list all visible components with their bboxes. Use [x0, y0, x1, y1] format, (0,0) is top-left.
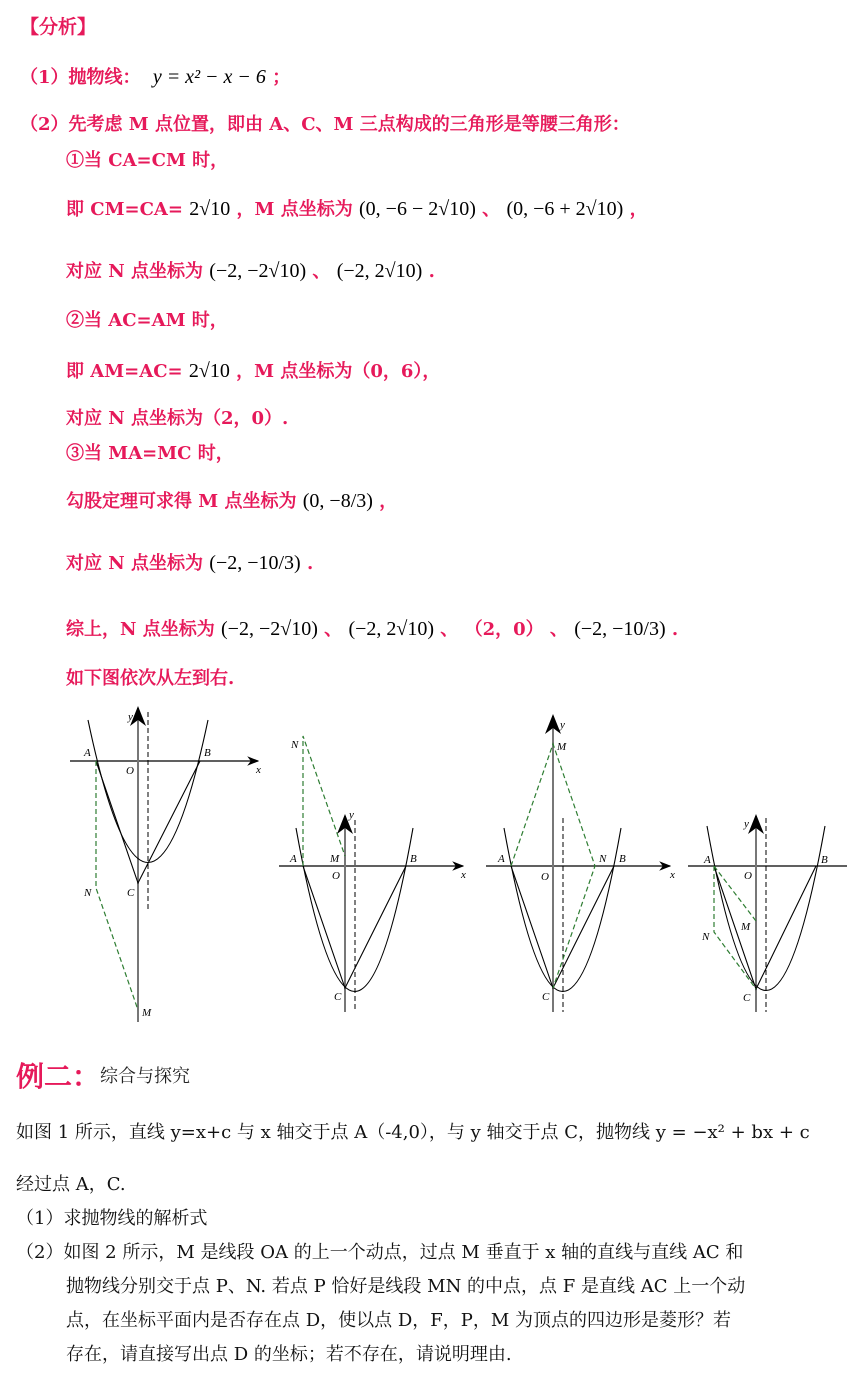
- part1-formula: y = x² − x − 6: [152, 66, 266, 88]
- label-b: B: [821, 854, 828, 866]
- case3-title: ③当 MA=MC 时，: [66, 443, 234, 464]
- case2-line2: 对应 N 点坐标为（2，0）.: [66, 408, 289, 429]
- case1-line1: 即 CM=CA= 2√10 ，M 点坐标为 (0, −6 − 2√10) 、 (0, −6 + 2√10) ，: [66, 198, 648, 220]
- label-y: y: [744, 818, 749, 830]
- case3-line2: 对应 N 点坐标为 (−2, −10/3) .: [66, 552, 314, 574]
- example2-stem-line2: 经过点 A，C.: [16, 1174, 126, 1195]
- label-b: B: [204, 747, 211, 759]
- summary-coord-2: (−2, 2√10): [348, 618, 435, 640]
- label-c: C: [542, 991, 550, 1003]
- example2-subtitle: 综合与探究: [100, 1066, 190, 1087]
- case2-title: ②当 AC=AM 时，: [66, 310, 228, 331]
- label-x: x: [670, 869, 675, 881]
- label-x: x: [256, 764, 261, 776]
- diagram-3: [480, 710, 680, 1020]
- case1-line2: 对应 N 点坐标为 (−2, −2√10) 、 (−2, 2√10) .: [66, 260, 435, 282]
- example2-title: 例二：: [16, 1060, 101, 1093]
- label-o: O: [744, 870, 752, 882]
- label-n: N: [291, 739, 299, 751]
- analysis-heading: 【分析】: [20, 16, 97, 38]
- case3-line1: 勾股定理可求得 M 点坐标为 (0, −8/3) ，: [66, 490, 398, 512]
- summary-coord-4: (−2, −10/3): [574, 618, 666, 640]
- case2-prefix: 即 AM=AC=: [66, 361, 183, 382]
- label-y: y: [349, 809, 354, 821]
- part1-end: ；: [272, 67, 291, 88]
- example2-question1: （1）求抛物线的解析式: [16, 1208, 208, 1229]
- label-a: A: [84, 747, 91, 759]
- label-m: M: [557, 741, 567, 753]
- example2-question2-line2: 抛物线分别交于点 P、N. 若点 P 恰好是线段 MN 的中点，点 F 是直线 AC 上一个动: [66, 1276, 746, 1297]
- summary-prefix: 综上，N 点坐标为: [66, 619, 215, 640]
- figure-note: 如下图依次从左到右.: [66, 668, 235, 689]
- case1-mid: ，M 点坐标为: [236, 199, 353, 220]
- label-a: A: [498, 853, 505, 865]
- label-n: N: [84, 887, 92, 899]
- label-o: O: [541, 871, 549, 883]
- example2-question2-line1: （2）如图 2 所示，M 是线段 OA 的上一个动点，过点 M 垂直于 x 轴的直线与直线 AC 和: [16, 1242, 744, 1263]
- label-x: x: [461, 869, 466, 881]
- case2-value: 2√10: [188, 360, 230, 382]
- diagram-2: [275, 720, 475, 1020]
- case2-mid: ，M 点坐标为（0，6），: [236, 361, 441, 382]
- case1-n-coord-1: (−2, −2√10): [209, 260, 307, 282]
- part2-intro: （2）先考虑 M 点位置，即由 A、C、M 三点构成的三角形是等腰三角形：: [20, 114, 630, 135]
- label-o: O: [126, 765, 134, 777]
- case1-n-prefix: 对应 N 点坐标为: [66, 261, 203, 282]
- label-y: y: [560, 719, 565, 731]
- case3-prefix: 勾股定理可求得 M 点坐标为: [66, 491, 297, 512]
- label-c: C: [743, 992, 751, 1004]
- part1: [20, 66, 290, 89]
- diagram-4: [680, 800, 847, 1020]
- label-a: A: [704, 854, 711, 866]
- label-b: B: [410, 853, 417, 865]
- example2-stem-line1: 如图 1 所示，直线 y=x+c 与 x 轴交于点 A（-4,0），与 y 轴交于点 C，抛物线 y = −x² + bx + c: [16, 1122, 810, 1143]
- case1-n-coord-2: (−2, 2√10): [336, 260, 423, 282]
- label-n: N: [702, 931, 710, 943]
- label-y: y: [128, 711, 133, 723]
- case1-value: 2√10: [189, 198, 231, 220]
- case1-prefix: 即 CM=CA=: [66, 199, 183, 220]
- part1-label: （1）抛物线：: [20, 67, 141, 88]
- summary-coord-1: (−2, −2√10): [221, 618, 318, 640]
- label-c: C: [127, 887, 135, 899]
- diagram-1: [60, 700, 280, 1030]
- label-m: M: [142, 1007, 152, 1019]
- label-m: M: [330, 853, 340, 865]
- case3-n-coord: (−2, −10/3): [209, 552, 301, 574]
- label-n: N: [599, 853, 607, 865]
- summary-line: 综上，N 点坐标为 (−2, −2√10) 、 (−2, 2√10) 、 （2，0） 、 (−2, −10/3) .: [66, 618, 679, 640]
- case3-m-coord: (0, −8/3): [302, 490, 373, 512]
- example2-question2-line4: 存在，请直接写出点 D 的坐标；若不存在，请说明理由.: [66, 1344, 512, 1365]
- case1-m-coord-2: (0, −6 + 2√10): [506, 198, 624, 220]
- summary-coord-3: （2，0）: [464, 619, 544, 640]
- case3-n-prefix: 对应 N 点坐标为: [66, 553, 203, 574]
- case1-m-coord-1: (0, −6 − 2√10): [359, 198, 476, 220]
- label-o: O: [332, 870, 340, 882]
- label-m: M: [741, 921, 751, 933]
- case2-line1: [66, 360, 440, 383]
- label-c: C: [334, 991, 342, 1003]
- case1-title: ①当 CA=CM 时，: [66, 150, 229, 171]
- label-b: B: [619, 853, 626, 865]
- label-a: A: [290, 853, 297, 865]
- example2-question2-line3: 点，在坐标平面内是否存在点 D，使以点 D，F，P，M 为顶点的四边形是菱形？若: [66, 1310, 732, 1331]
